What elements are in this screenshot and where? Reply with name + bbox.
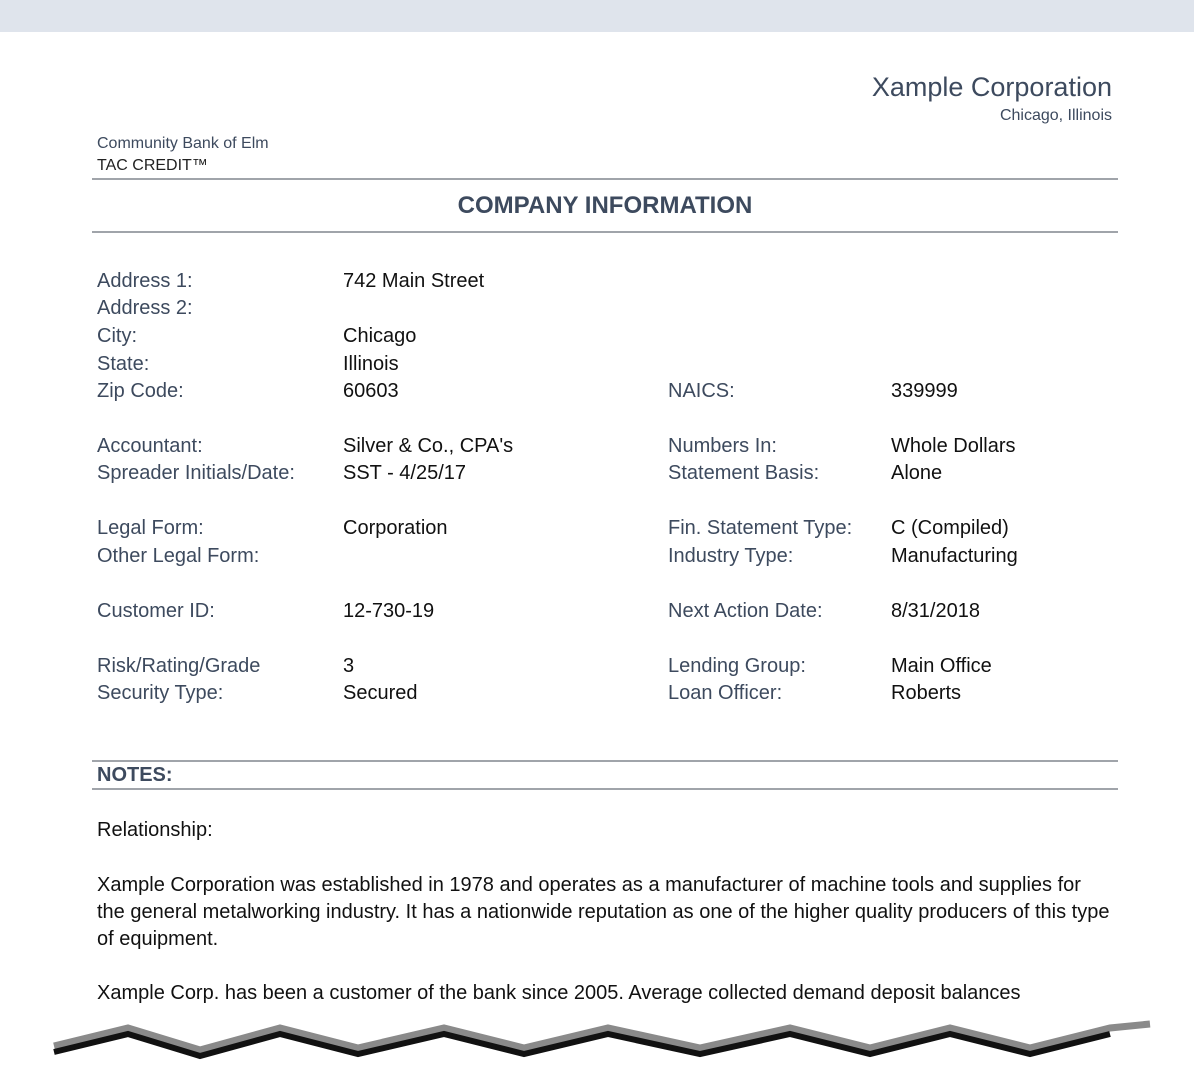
- industry-type-label: Industry Type:: [668, 545, 794, 567]
- address2-label: Address 2:: [97, 297, 193, 319]
- divider-title: [92, 231, 1118, 233]
- bank-name: Community Bank of Elm: [97, 135, 269, 152]
- company-location: Chicago, Illinois: [999, 107, 1112, 124]
- company-name: Xample Corporation: [871, 72, 1112, 102]
- spreader-value: SST - 4/25/17: [343, 462, 467, 484]
- loan-officer-label: Loan Officer:: [668, 682, 783, 704]
- zip-label: Zip Code:: [97, 380, 184, 402]
- divider-notes-top: [92, 760, 1118, 762]
- legal-form-label: Legal Form:: [97, 517, 204, 539]
- notes-title: NOTES:: [97, 764, 173, 786]
- divider-notes-bottom: [92, 788, 1118, 790]
- customer-id-label: Customer ID:: [97, 600, 215, 622]
- city-value: Chicago: [343, 325, 417, 347]
- fin-statement-type-value: C (Compiled): [891, 517, 1009, 539]
- product-name: TAC CREDIT™: [97, 157, 208, 174]
- notes-paragraph-1: Xample Corporation was established in 1978 and operates as a manufacturer of machine tools and supplies for the general metalworking industry. It has a nationwide reputation as one of the higher quality producers of this type of equipment.: [97, 874, 1110, 950]
- security-type-value: Secured: [343, 682, 418, 704]
- address1-value: 742 Main Street: [343, 270, 485, 292]
- notes-paragraph-2: Xample Corp. has been a customer of the bank since 2005. Average collected demand deposit balances: [97, 982, 1021, 1004]
- next-action-date-label: Next Action Date:: [668, 600, 823, 622]
- divider-top: [92, 178, 1118, 180]
- other-legal-form-label: Other Legal Form:: [97, 545, 260, 567]
- spreader-label: Spreader Initials/Date:: [97, 462, 295, 484]
- security-type-label: Security Type:: [97, 682, 224, 704]
- next-action-date-value: 8/31/2018: [891, 600, 980, 622]
- risk-label: Risk/Rating/Grade: [97, 655, 261, 677]
- address1-label: Address 1:: [97, 270, 193, 292]
- numbers-in-value: Whole Dollars: [891, 435, 1016, 457]
- legal-form-value: Corporation: [343, 517, 448, 539]
- risk-value: 3: [343, 655, 355, 677]
- loan-officer-value: Roberts: [891, 682, 962, 704]
- zip-value: 60603: [343, 380, 399, 402]
- fin-statement-type-label: Fin. Statement Type:: [668, 517, 853, 539]
- accountant-label: Accountant:: [97, 435, 203, 457]
- state-value: Illinois: [343, 353, 399, 375]
- accountant-value: Silver & Co., CPA's: [343, 435, 514, 457]
- document-page: [0, 32, 1194, 1067]
- lending-group-label: Lending Group:: [668, 655, 806, 677]
- naics-label: NAICS:: [668, 380, 735, 402]
- industry-type-value: Manufacturing: [891, 545, 1018, 567]
- torn-edge-decoration: [0, 1000, 1194, 1067]
- top-bar: [0, 0, 1194, 32]
- relationship-label: Relationship:: [97, 819, 213, 841]
- statement-basis-value: Alone: [891, 462, 943, 484]
- statement-basis-label: Statement Basis:: [668, 462, 820, 484]
- state-label: State:: [97, 353, 150, 375]
- numbers-in-label: Numbers In:: [668, 435, 777, 457]
- city-label: City:: [97, 325, 137, 347]
- naics-value: 339999: [891, 380, 958, 402]
- section-title: COMPANY INFORMATION: [457, 192, 753, 219]
- customer-id-value: 12-730-19: [343, 600, 435, 622]
- lending-group-value: Main Office: [891, 655, 992, 677]
